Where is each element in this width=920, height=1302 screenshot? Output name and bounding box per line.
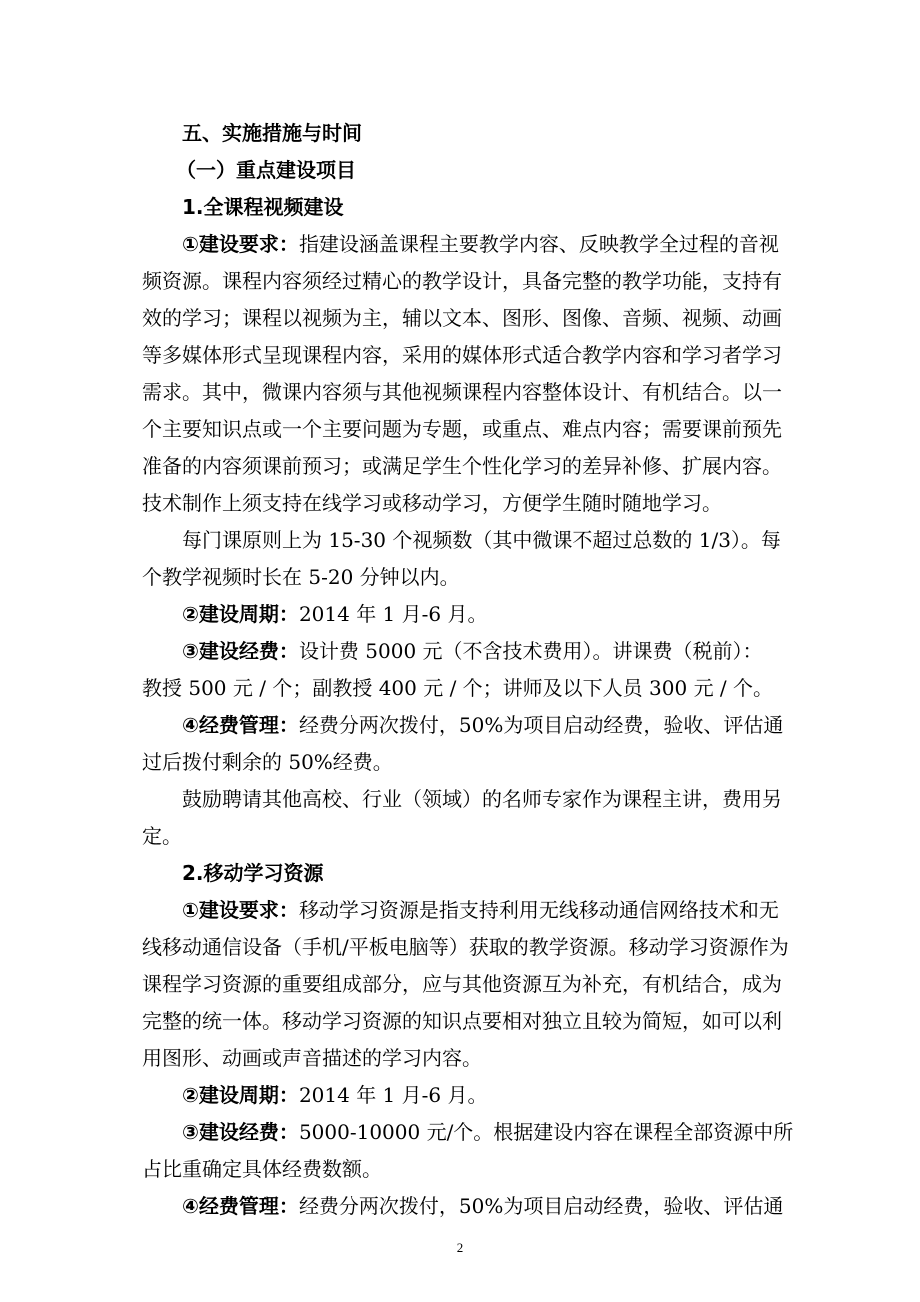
item1-cost-text: 设计费 5000 元（不含技术费用）。讲课费（税前）：: [298, 639, 763, 663]
item1-requirement-line: [182, 232, 779, 256]
subsection-heading: （一）重点建设项目: [176, 158, 356, 182]
section-heading: 五、实施措施与时间: [182, 121, 362, 145]
item2-mgmt-label: ④经费管理：: [182, 1194, 299, 1218]
item2-period-label: ②建设周期：: [182, 1083, 299, 1107]
item2-cost-text: 5000-10000 元/个。根据建设内容在课程全部资源中所: [298, 1120, 794, 1144]
item1-count-line: 每门课原则上为 15-30 个视频数（其中微课不超过总数的 1/3）。每: [182, 528, 781, 552]
item1-encourage-line: 定。: [142, 824, 182, 848]
item1-req-line: 个主要知识点或一个主要问题为专题，或重点、难点内容；需要课前预先: [142, 417, 782, 441]
item2-req-label: ①建设要求：: [182, 898, 299, 922]
item1-req-line: 准备的内容须课前预习；或满足学生个性化学习的差异补修、扩展内容。: [142, 454, 782, 478]
item1-period-label: ②建设周期：: [182, 602, 299, 626]
item1-req-line: 技术制作上须支持在线学习或移动学习，方便学生随时随地学习。: [142, 491, 722, 515]
item2-req-line: 课程学习资源的重要组成部分，应与其他资源互为补充，有机结合，成为: [142, 972, 782, 996]
item2-cost: [182, 1120, 793, 1144]
item2-period: [182, 1083, 487, 1107]
item1-title: 1.全课程视频建设: [182, 195, 344, 219]
item1-period-text: 2014 年 1 月-6 月。: [298, 602, 488, 626]
item1-count-line: 个教学视频时长在 5-20 分钟以内。: [142, 565, 460, 589]
item2-mgmt: [182, 1194, 783, 1218]
item1-req-line: 频资源。课程内容须经过精心的教学设计，具备完整的教学功能，支持有: [142, 269, 782, 293]
item1-mgmt: [182, 713, 783, 737]
item1-mgmt-line: 过后拨付剩余的 50%经费。: [142, 750, 393, 774]
item2-req-text: 移动学习资源是指支持利用无线移动通信网络技术和无: [298, 898, 779, 922]
item1-req-line: 需求。其中，微课内容须与其他视频课程内容整体设计、有机结合。以一: [142, 380, 782, 404]
item1-cost-label: ③建设经费：: [182, 639, 299, 663]
item2-cost-line: 占比重确定具体经费数额。: [142, 1157, 382, 1181]
item1-cost-line: 教授 500 元 / 个；副教授 400 元 / 个；讲师及以下人员 300 元 / 个。: [142, 676, 774, 700]
item2-mgmt-text: 经费分两次拨付，50%为项目启动经费，验收、评估通: [298, 1194, 784, 1218]
item2-requirement-line: [182, 898, 779, 922]
item1-mgmt-label: ④经费管理：: [182, 713, 299, 737]
item1-req-line: 效的学习；课程以视频为主，辅以文本、图形、图像、音频、视频、动画: [142, 306, 782, 330]
item2-period-text: 2014 年 1 月-6 月。: [298, 1083, 488, 1107]
item2-req-line: 完整的统一体。移动学习资源的知识点要相对独立且较为简短，如可以利: [142, 1009, 782, 1033]
item2-cost-label: ③建设经费：: [182, 1120, 299, 1144]
item1-req-label: ①建设要求：: [182, 232, 299, 256]
item2-req-line: 用图形、动画或声音描述的学习内容。: [142, 1046, 482, 1070]
item1-mgmt-text: 经费分两次拨付，50%为项目启动经费，验收、评估通: [298, 713, 784, 737]
item1-encourage-line: 鼓励聘请其他高校、行业（领域）的名师专家作为课程主讲，费用另: [182, 787, 782, 811]
item1-req-text: 指建设涵盖课程主要教学内容、反映教学全过程的音视: [298, 232, 779, 256]
page-number: 2: [456, 1240, 464, 1255]
item1-req-line: 等多媒体形式呈现课程内容，采用的媒体形式适合教学内容和学习者学习: [142, 343, 782, 367]
item2-title: 2.移动学习资源: [182, 861, 324, 885]
item1-cost: [182, 639, 763, 663]
item1-period: [182, 602, 487, 626]
item2-req-line: 线移动通信设备（手机/平板电脑等）获取的教学资源。移动学习资源作为: [142, 935, 789, 959]
